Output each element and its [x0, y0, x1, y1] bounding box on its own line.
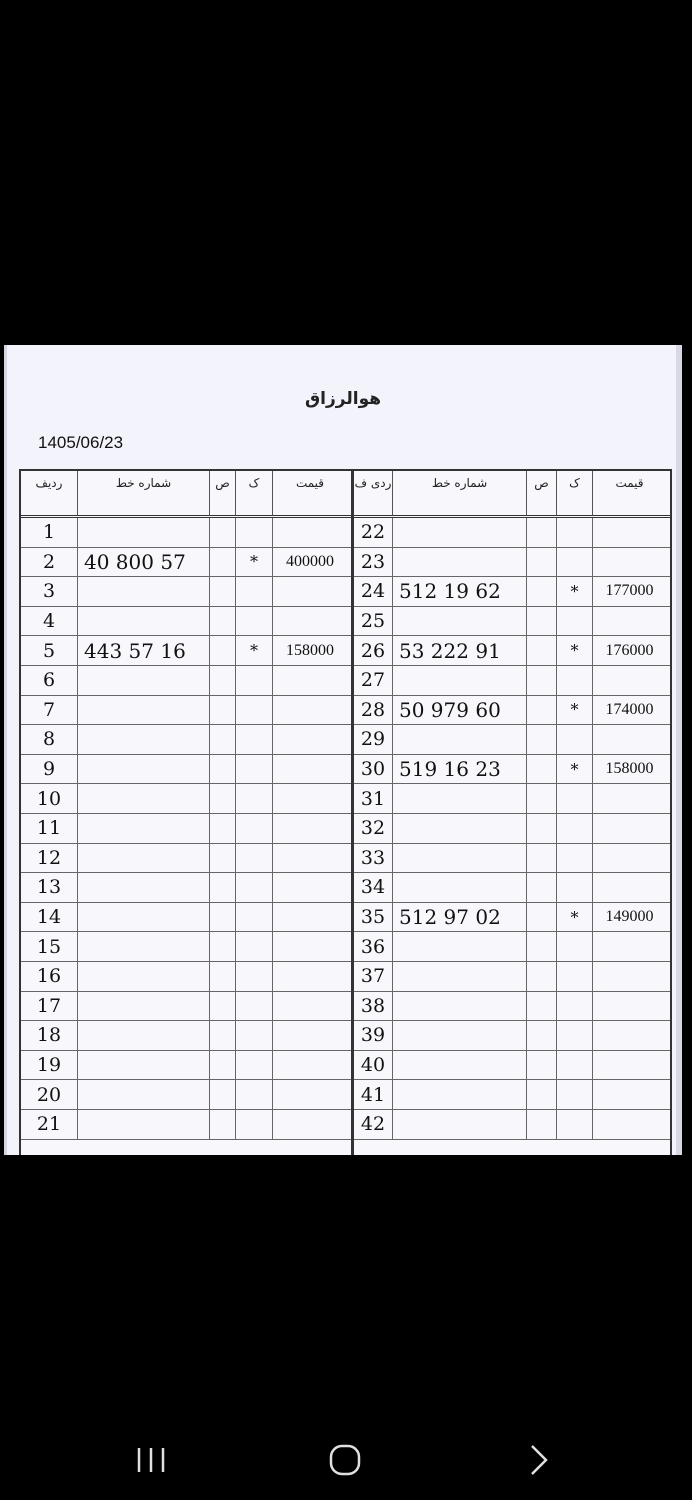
cell-row-no: 23 [360, 550, 386, 573]
cell-row-no: 21 [36, 1113, 62, 1136]
cell-line-no [77, 992, 209, 1021]
cell-sad [209, 784, 235, 813]
header-line-no: شماره خط [77, 471, 209, 515]
cell-price [592, 784, 666, 813]
cell-price [592, 962, 666, 991]
cell-line-no [392, 666, 526, 695]
cell-line-no [392, 784, 526, 813]
cell-kaf: * [235, 636, 272, 665]
cell-row-no: 18 [36, 1024, 62, 1047]
cell-sad [209, 636, 235, 665]
cell-sad [526, 1080, 556, 1109]
cell-sad [526, 814, 556, 843]
cell-price [272, 873, 347, 902]
cell-row-no: 40 [360, 1054, 386, 1077]
table-row [21, 607, 351, 637]
table-row [354, 1051, 670, 1081]
table-row [354, 607, 670, 637]
cell-price [272, 666, 347, 695]
cell-row-no: 39 [360, 1024, 386, 1047]
cell-kaf [556, 1110, 592, 1139]
cell-line-no [392, 932, 526, 961]
table-row [354, 1021, 670, 1051]
cell-price [592, 1051, 666, 1080]
cell-line-no [392, 992, 526, 1021]
table-row [354, 814, 670, 844]
cell-line-no: 40 800 57 [77, 548, 209, 577]
cell-kaf: * [556, 696, 592, 725]
cell-kaf: * [556, 755, 592, 784]
cell-sad [526, 607, 556, 636]
cell-row-no: 38 [360, 994, 386, 1017]
table-row [21, 932, 351, 962]
cell-sad [526, 577, 556, 606]
cell-price [592, 725, 666, 754]
cell-row-no: 26 [360, 639, 386, 662]
cell-line-no [392, 1051, 526, 1080]
cell-row-no: 37 [360, 965, 386, 988]
cell-kaf [235, 755, 272, 784]
cell-price [592, 932, 666, 961]
recent-apps-icon [121, 1438, 181, 1482]
table-row [354, 1110, 670, 1140]
cell-kaf [556, 725, 592, 754]
android-navbar [0, 1420, 692, 1500]
cell-kaf [556, 932, 592, 961]
cell-kaf: * [556, 903, 592, 932]
cell-line-no [77, 784, 209, 813]
cell-line-no [392, 607, 526, 636]
cell-row-no: 4 [42, 610, 56, 633]
cell-kaf [235, 1110, 272, 1139]
back-icon [509, 1438, 569, 1482]
home-button[interactable] [315, 1438, 375, 1482]
page-edge [676, 345, 682, 1155]
cell-price [272, 725, 347, 754]
cell-line-no: 53 222 91 [392, 636, 526, 665]
page-edge [4, 345, 7, 1155]
header-row-no: ردیف [35, 476, 63, 490]
table-row [21, 1080, 351, 1110]
cell-line-no [77, 814, 209, 843]
cell-line-no [77, 696, 209, 725]
table-row [21, 844, 351, 874]
cell-row-no: 35 [360, 906, 386, 929]
cell-sad [209, 548, 235, 577]
table-row [354, 1080, 670, 1110]
cell-line-no: 512 97 02 [392, 903, 526, 932]
cell-kaf [235, 903, 272, 932]
cell-price: 400000 [272, 548, 347, 577]
cell-kaf [235, 1021, 272, 1050]
cell-kaf [556, 518, 592, 547]
cell-line-no [77, 1110, 209, 1139]
cell-row-no: 14 [36, 906, 62, 929]
table-row [21, 962, 351, 992]
cell-sad [209, 725, 235, 754]
cell-sad [526, 873, 556, 902]
cell-row-no: 34 [360, 876, 386, 899]
table-row [21, 1110, 351, 1140]
cell-sad [209, 666, 235, 695]
cell-kaf [556, 1021, 592, 1050]
cell-row-no: 19 [36, 1054, 62, 1077]
cell-price: 176000 [592, 636, 666, 665]
cell-sad [526, 1051, 556, 1080]
cell-price [592, 814, 666, 843]
cell-sad [526, 903, 556, 932]
cell-price [272, 814, 347, 843]
cell-row-no: 15 [36, 935, 62, 958]
table-row [21, 992, 351, 1022]
cell-price [592, 844, 666, 873]
cell-row-no: 13 [36, 876, 62, 899]
cell-line-no [77, 962, 209, 991]
cell-line-no: 443 57 16 [77, 636, 209, 665]
cell-row-no: 10 [36, 787, 62, 810]
cell-kaf [556, 1051, 592, 1080]
cell-row-no: 12 [36, 846, 62, 869]
cell-sad [526, 932, 556, 961]
cell-sad [209, 755, 235, 784]
left-table [19, 469, 353, 1155]
table-header [21, 471, 351, 518]
cell-row-no: 32 [360, 817, 386, 840]
table-header [354, 471, 670, 518]
cell-price [272, 844, 347, 873]
right-table [352, 469, 672, 1155]
cell-row-no: 27 [360, 669, 386, 692]
cell-line-no [392, 873, 526, 902]
cell-price: 158000 [272, 636, 347, 665]
header-price: قیمت [592, 471, 666, 515]
cell-row-no: 30 [360, 758, 386, 781]
cell-line-no [77, 1080, 209, 1109]
table-row [21, 784, 351, 814]
cell-sad [209, 1080, 235, 1109]
cell-line-no [392, 1110, 526, 1139]
table-row [21, 636, 351, 666]
table-row [21, 873, 351, 903]
cell-kaf [556, 1080, 592, 1109]
cell-row-no: 25 [360, 610, 386, 633]
table-row [21, 1021, 351, 1051]
cell-price [592, 1021, 666, 1050]
cell-line-no [392, 1080, 526, 1109]
cell-price [592, 548, 666, 577]
cell-kaf [235, 725, 272, 754]
cell-price [272, 903, 347, 932]
table-row [21, 548, 351, 578]
table-row [21, 725, 351, 755]
cell-line-no [77, 577, 209, 606]
cell-line-no [392, 1021, 526, 1050]
cell-line-no [77, 755, 209, 784]
cell-price: 177000 [592, 577, 666, 606]
cell-row-no: 41 [360, 1083, 386, 1106]
cell-sad [526, 518, 556, 547]
cell-kaf: * [556, 577, 592, 606]
recent-apps-button[interactable] [121, 1438, 181, 1482]
cell-sad [209, 992, 235, 1021]
cell-row-no: 16 [36, 965, 62, 988]
cell-row-no: 2 [42, 550, 56, 573]
cell-kaf [235, 607, 272, 636]
table-row [21, 696, 351, 726]
cell-kaf [235, 518, 272, 547]
cell-price [272, 932, 347, 961]
cell-price [272, 1021, 347, 1050]
cell-kaf [235, 577, 272, 606]
cell-sad [526, 784, 556, 813]
cell-line-no [392, 814, 526, 843]
cell-kaf [556, 814, 592, 843]
header-kaf: ک [235, 471, 272, 515]
cell-kaf [235, 784, 272, 813]
cell-kaf [235, 844, 272, 873]
cell-kaf [556, 548, 592, 577]
cell-price [272, 1110, 347, 1139]
cell-price [272, 992, 347, 1021]
cell-line-no [77, 725, 209, 754]
cell-price: 149000 [592, 903, 666, 932]
cell-price [272, 518, 347, 547]
cell-line-no [77, 873, 209, 902]
cell-sad [209, 1110, 235, 1139]
cell-kaf [556, 962, 592, 991]
cell-price [272, 1051, 347, 1080]
table-body [354, 518, 670, 1155]
table-body [21, 518, 351, 1155]
document-page [4, 345, 682, 1155]
cell-sad [209, 577, 235, 606]
cell-row-no: 42 [360, 1113, 386, 1136]
header-price: قیمت [272, 471, 347, 515]
cell-kaf [235, 992, 272, 1021]
cell-sad [209, 518, 235, 547]
cell-line-no: 519 16 23 [392, 755, 526, 784]
cell-line-no [77, 903, 209, 932]
cell-row-no: 3 [42, 580, 56, 603]
cell-row-no: 22 [360, 521, 386, 544]
cell-price [592, 666, 666, 695]
cell-kaf [235, 696, 272, 725]
cell-sad [209, 696, 235, 725]
cell-kaf [556, 607, 592, 636]
cell-line-no: 50 979 60 [392, 696, 526, 725]
cell-kaf [556, 992, 592, 1021]
table-row [21, 814, 351, 844]
cell-row-no: 20 [36, 1083, 62, 1106]
document-heading: هوالرزاق [304, 389, 382, 409]
cell-sad [209, 814, 235, 843]
table-row [354, 577, 670, 607]
cell-price [272, 696, 347, 725]
cell-sad [526, 992, 556, 1021]
header-row-no: ردی ف [354, 476, 392, 490]
cell-line-no [77, 1051, 209, 1080]
cell-kaf: * [235, 548, 272, 577]
table-row [354, 903, 670, 933]
cell-row-no: 24 [360, 580, 386, 603]
header-sad: ص [209, 471, 235, 515]
cell-sad [209, 607, 235, 636]
cell-row-no: 17 [36, 994, 62, 1017]
cell-sad [526, 636, 556, 665]
cell-line-no [77, 518, 209, 547]
cell-kaf [556, 784, 592, 813]
table-row [21, 577, 351, 607]
cell-sad [209, 1021, 235, 1050]
cell-line-no [77, 932, 209, 961]
cell-kaf [556, 844, 592, 873]
table-row [354, 873, 670, 903]
cell-row-no: 33 [360, 846, 386, 869]
cell-kaf [235, 932, 272, 961]
cell-price [272, 577, 347, 606]
cell-price [592, 518, 666, 547]
cell-line-no [77, 607, 209, 636]
cell-line-no [392, 962, 526, 991]
cell-kaf [235, 666, 272, 695]
table-row [354, 962, 670, 992]
header-kaf: ک [556, 471, 592, 515]
table-row [354, 844, 670, 874]
table-row [21, 1051, 351, 1081]
table-row [354, 666, 670, 696]
cell-line-no [392, 548, 526, 577]
table-row [21, 666, 351, 696]
cell-sad [526, 1110, 556, 1139]
cell-price [272, 784, 347, 813]
cell-sad [209, 903, 235, 932]
cell-line-no [77, 666, 209, 695]
cell-sad [526, 548, 556, 577]
table-row [354, 992, 670, 1022]
cell-line-no: 512 19 62 [392, 577, 526, 606]
cell-sad [209, 873, 235, 902]
cell-sad [526, 1021, 556, 1050]
table-row [354, 696, 670, 726]
cell-kaf [235, 814, 272, 843]
table-row [354, 518, 670, 548]
document-date: 1405/06/23 [38, 433, 124, 452]
table-row [354, 755, 670, 785]
cell-row-no: 31 [360, 787, 386, 810]
cell-kaf: * [556, 636, 592, 665]
table-row [354, 932, 670, 962]
cell-price [272, 1080, 347, 1109]
cell-price [592, 873, 666, 902]
cell-sad [209, 844, 235, 873]
table-row [354, 725, 670, 755]
cell-price [592, 1110, 666, 1139]
table-row [21, 755, 351, 785]
table-row [354, 636, 670, 666]
cell-price [592, 607, 666, 636]
cell-row-no: 5 [42, 639, 56, 662]
cell-sad [526, 696, 556, 725]
table-row [354, 784, 670, 814]
cell-sad [526, 755, 556, 784]
cell-row-no: 1 [42, 521, 56, 544]
cell-line-no [392, 844, 526, 873]
cell-sad [209, 962, 235, 991]
cell-row-no: 28 [360, 698, 386, 721]
cell-kaf [556, 873, 592, 902]
cell-price [272, 607, 347, 636]
cell-sad [526, 725, 556, 754]
cell-sad [526, 844, 556, 873]
cell-price [592, 1080, 666, 1109]
cell-kaf [556, 666, 592, 695]
cell-price [272, 755, 347, 784]
cell-line-no [77, 1021, 209, 1050]
table-row [21, 903, 351, 933]
cell-row-no: 7 [42, 698, 56, 721]
cell-sad [209, 1051, 235, 1080]
cell-sad [209, 932, 235, 961]
cell-kaf [235, 962, 272, 991]
cell-kaf [235, 1080, 272, 1109]
cell-row-no: 8 [42, 728, 56, 751]
cell-row-no: 11 [36, 817, 62, 840]
header-sad: ص [526, 471, 556, 515]
cell-row-no: 9 [42, 758, 56, 781]
home-icon [315, 1438, 375, 1482]
cell-row-no: 29 [360, 728, 386, 751]
cell-row-no: 36 [360, 935, 386, 958]
table-row [354, 548, 670, 578]
cell-price: 158000 [592, 755, 666, 784]
cell-price: 174000 [592, 696, 666, 725]
cell-line-no [392, 518, 526, 547]
cell-kaf [235, 1051, 272, 1080]
cell-line-no [77, 844, 209, 873]
cell-sad [526, 962, 556, 991]
back-button[interactable] [509, 1438, 569, 1482]
cell-price [272, 962, 347, 991]
cell-price [592, 992, 666, 1021]
cell-row-no: 6 [42, 669, 56, 692]
table-row [21, 518, 351, 548]
cell-line-no [392, 725, 526, 754]
cell-sad [526, 666, 556, 695]
header-line-no: شماره خط [392, 471, 526, 515]
cell-kaf [235, 873, 272, 902]
